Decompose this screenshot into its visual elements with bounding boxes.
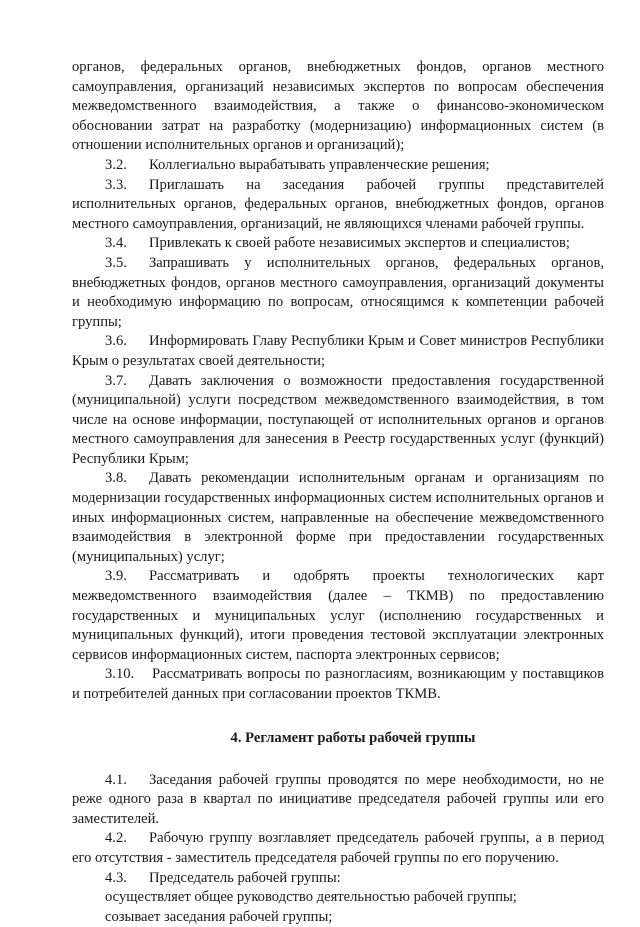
clause-number: 3.9. xyxy=(105,568,127,585)
clause-4-3 xyxy=(72,869,604,889)
clause-3-9 xyxy=(72,567,604,665)
clause-number: 4.3. xyxy=(105,869,127,886)
clause-text: Рабочую группу возглавляет председатель рабочей группы, а в период его отсутствия - заместитель председателя рабочей группы по его поручению. xyxy=(72,830,604,866)
clause-text: Запрашивать у исполнительных органов, федеральных органов, внебюджетных фондов, органов местного самоуправления, организаций документы и необходимую информацию по вопросам, относящимся к компетенции рабочей группы; xyxy=(72,254,604,330)
clause-text: Приглашать на заседания рабочей группы представителей исполнительных органов, федеральных органов, внебюджетных фондов, органов местного самоуправления, организаций, не являющихся членами рабочей группы. xyxy=(72,176,604,232)
clause-text: Рассматривать и одобрять проекты технологических карт межведомственного взаимодействия (далее – ТКМВ) по предоставлению государственных и муниципальных услуг (исполнению государственных и муниципальных функций), итоги проведения тестовой эксплуатации электронных сервисов информационных систем, паспорта электронных сервисов; xyxy=(72,568,604,663)
clause-text: Рассматривать вопросы по разногласиям, возникающим у поставщиков и потребителей данных при согласовании проектов ТКМВ. xyxy=(72,666,604,702)
clause-text: Председатель рабочей группы: xyxy=(149,869,341,886)
document-page xyxy=(72,58,604,927)
section-heading: 4. Регламент работы рабочей группы xyxy=(230,729,476,746)
clause-number: 3.2. xyxy=(105,156,127,173)
clause-text: Давать заключения о возможности предоставления государственной (муниципальной) услуги посредством межведомственного взаимодействия, в том числе на основе информации, поступающей от исполнительных органов и органов местного самоуправления для занесения в Реестр государственных услуг (функций) Республики Крым; xyxy=(72,372,604,467)
clause-text: Привлекать к своей работе независимых экспертов и специалистов; xyxy=(149,235,570,252)
clause-number: 3.10. xyxy=(105,666,135,683)
clause-3-5 xyxy=(72,254,604,332)
chair-duty-item: осуществляет общее руководство деятельностью рабочей группы; xyxy=(105,889,517,906)
clause-3-8 xyxy=(72,469,604,567)
clause-number: 3.4. xyxy=(105,235,127,252)
clause-number: 3.7. xyxy=(105,372,127,389)
clause-3-10 xyxy=(72,665,604,704)
clause-number: 3.8. xyxy=(105,470,127,487)
clause-4-1 xyxy=(72,771,604,830)
chair-duty-item: созывает заседания рабочей группы; xyxy=(105,908,333,925)
clause-number: 3.5. xyxy=(105,254,127,271)
clause-text: Заседания рабочей группы проводятся по мере необходимости, но не реже одного раза в квартал по инициативе председателя рабочей группы или его заместителей. xyxy=(72,771,604,827)
clause-text: Информировать Главу Республики Крым и Совет министров Республики Крым о результатах своей деятельности; xyxy=(72,333,604,369)
clause-number: 3.3. xyxy=(105,176,127,193)
clause-number: 3.6. xyxy=(105,333,127,350)
clause-4-2 xyxy=(72,829,604,868)
clause-3-6 xyxy=(72,332,604,371)
clause-text: Коллегиально вырабатывать управленческие решения; xyxy=(149,156,490,173)
clause-3-4 xyxy=(72,234,604,254)
clause-text: Давать рекомендации исполнительным органам и организациям по модернизации государственных информационных систем исполнительных органов и иных информационных систем, направленные на обеспечение межведомственного взаимодействия в электронной форме при предоставлении государственных (муниципальных) услуг; xyxy=(72,470,604,565)
clause-number: 4.1. xyxy=(105,771,127,788)
clause-3-2 xyxy=(72,156,604,176)
clause-number: 4.2. xyxy=(105,830,127,847)
intro-paragraph: органов, федеральных органов, внебюджетных фондов, органов местного самоуправления, организаций независимых экспертов по вопросам обеспечения межведомственного взаимодействия, а также о финансово-экономическом обосновании затрат на разработку (модернизацию) информационных систем (в отношении исполнительных органов и организаций); xyxy=(72,59,604,154)
clause-3-7 xyxy=(72,372,604,470)
clause-3-3 xyxy=(72,176,604,235)
